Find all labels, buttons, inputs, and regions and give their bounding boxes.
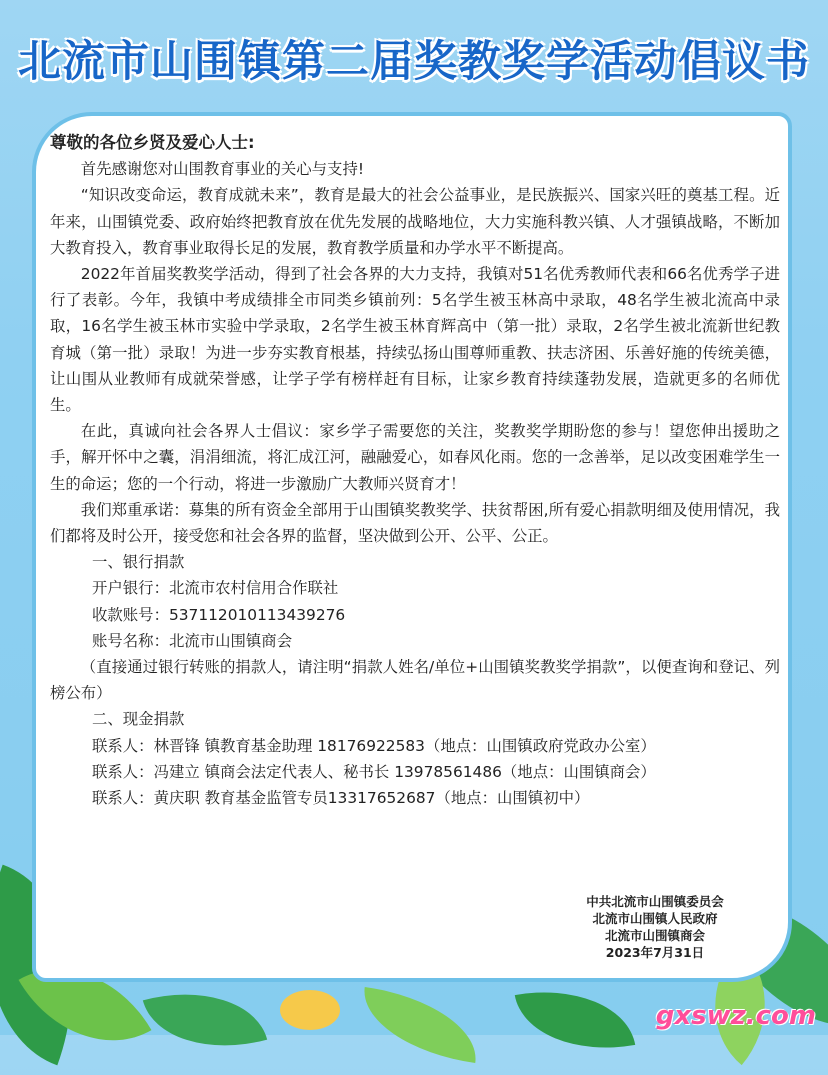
leaf-decoration [356, 987, 483, 1063]
page-title: 北流市山围镇第二届奖教奖学活动倡议书 [18, 37, 810, 87]
letter-body [50, 130, 780, 811]
leaf-decoration [515, 976, 635, 1064]
signature-date: 2023年7月31日 [605, 945, 705, 960]
bank-name: 开户银行：北流市农村信用合作联社 [92, 579, 339, 598]
signature-government: 北流市山围镇人民政府 [592, 911, 718, 926]
account-name: 账号名称：北流市山围镇商会 [92, 631, 293, 650]
signature-party-committee: 中共北流市山围镇委员会 [586, 894, 724, 909]
bank-account: 收款账号：537112010113439276 [92, 605, 346, 624]
site-watermark: gxswz.com [655, 1001, 816, 1031]
contact-line: 联系人：黄庆职 教育基金监管专员13317652687（地点：山围镇初中） [92, 789, 590, 808]
paragraph: 2022年首届奖教奖学活动，得到了社会各界的大力支持，我镇对51名优秀教师代表和66名优秀学子进行了表彰。今年，我镇中考成绩排全市同类乡镇前列：5名学生被玉林高中录取，48名学生被北流高中录取，16名学生被玉林市实验中学录取，2名学生被玉林育辉高中（第一批）录取，2名学生被北流新世纪教育城（第一批）录取！为进一步夯实教育根基，持续弘扬山围尊师重教、扶志济困、乐善好施的传统美德，让山围从业教师有成就荣誉感，让学子学有榜样赶有目标，让家乡教育持续蓬勃发展，造就更多的名师优生。 [50, 265, 780, 415]
cash-heading: 二、现金捐款 [92, 710, 185, 729]
paragraph: 我们郑重承诺：募集的所有资金全部用于山围镇奖教奖学、扶贫帮困,所有爱心捐款明细及使用情况，我们都将及时公开，接受您和社会各界的监督，坚决做到公开、公平、公正。 [50, 500, 780, 546]
paragraph: “知识改变命运，教育成就未来”，教育是最大的社会公益事业，是民族振兴、国家兴旺的奠基工程。近年来，山围镇党委、政府始终把教育放在优先发展的战略地位，大力实施科教兴镇、人才强镇战略，不断加大教育投入，教育事业取得长足的发展，教育教学质量和办学水平不断提高。 [50, 186, 780, 257]
contact-line: 联系人：冯建立 镇商会法定代表人、秘书长 13978561486（地点：山围镇商会） [92, 762, 656, 781]
flower-decoration [280, 990, 340, 1030]
signature-chamber: 北流市山围镇商会 [604, 928, 705, 943]
contact-line: 联系人：林晋锋 镇教育基金助理 18176922583（地点：山围镇政府党政办公室） [92, 736, 656, 755]
leaf-decoration [143, 972, 267, 1068]
paragraph: 首先感谢您对山围教育事业的关心与支持! [80, 160, 364, 179]
bank-note: （直接通过银行转账的捐款人，请注明“捐款人姓名/单位+山围镇奖教奖学捐款”，以便查询和登记、列榜公布） [50, 658, 780, 703]
signature-block [560, 893, 750, 961]
paragraph: 在此，真诚向社会各界人士倡议：家乡学子需要您的关注，奖教奖学期盼您的参与！望您伸出援助之手，解开怀中之囊，涓涓细流，将汇成江河，融融爱心，如春风化雨。您的一念善举，足以改变困难学生一生的命运；您的一个行动，将进一步激励广大教师兴贤育才！ [50, 422, 780, 493]
bank-heading: 一、银行捐款 [92, 553, 185, 572]
salutation: 尊敬的各位乡贤及爱心人士: [50, 133, 255, 152]
